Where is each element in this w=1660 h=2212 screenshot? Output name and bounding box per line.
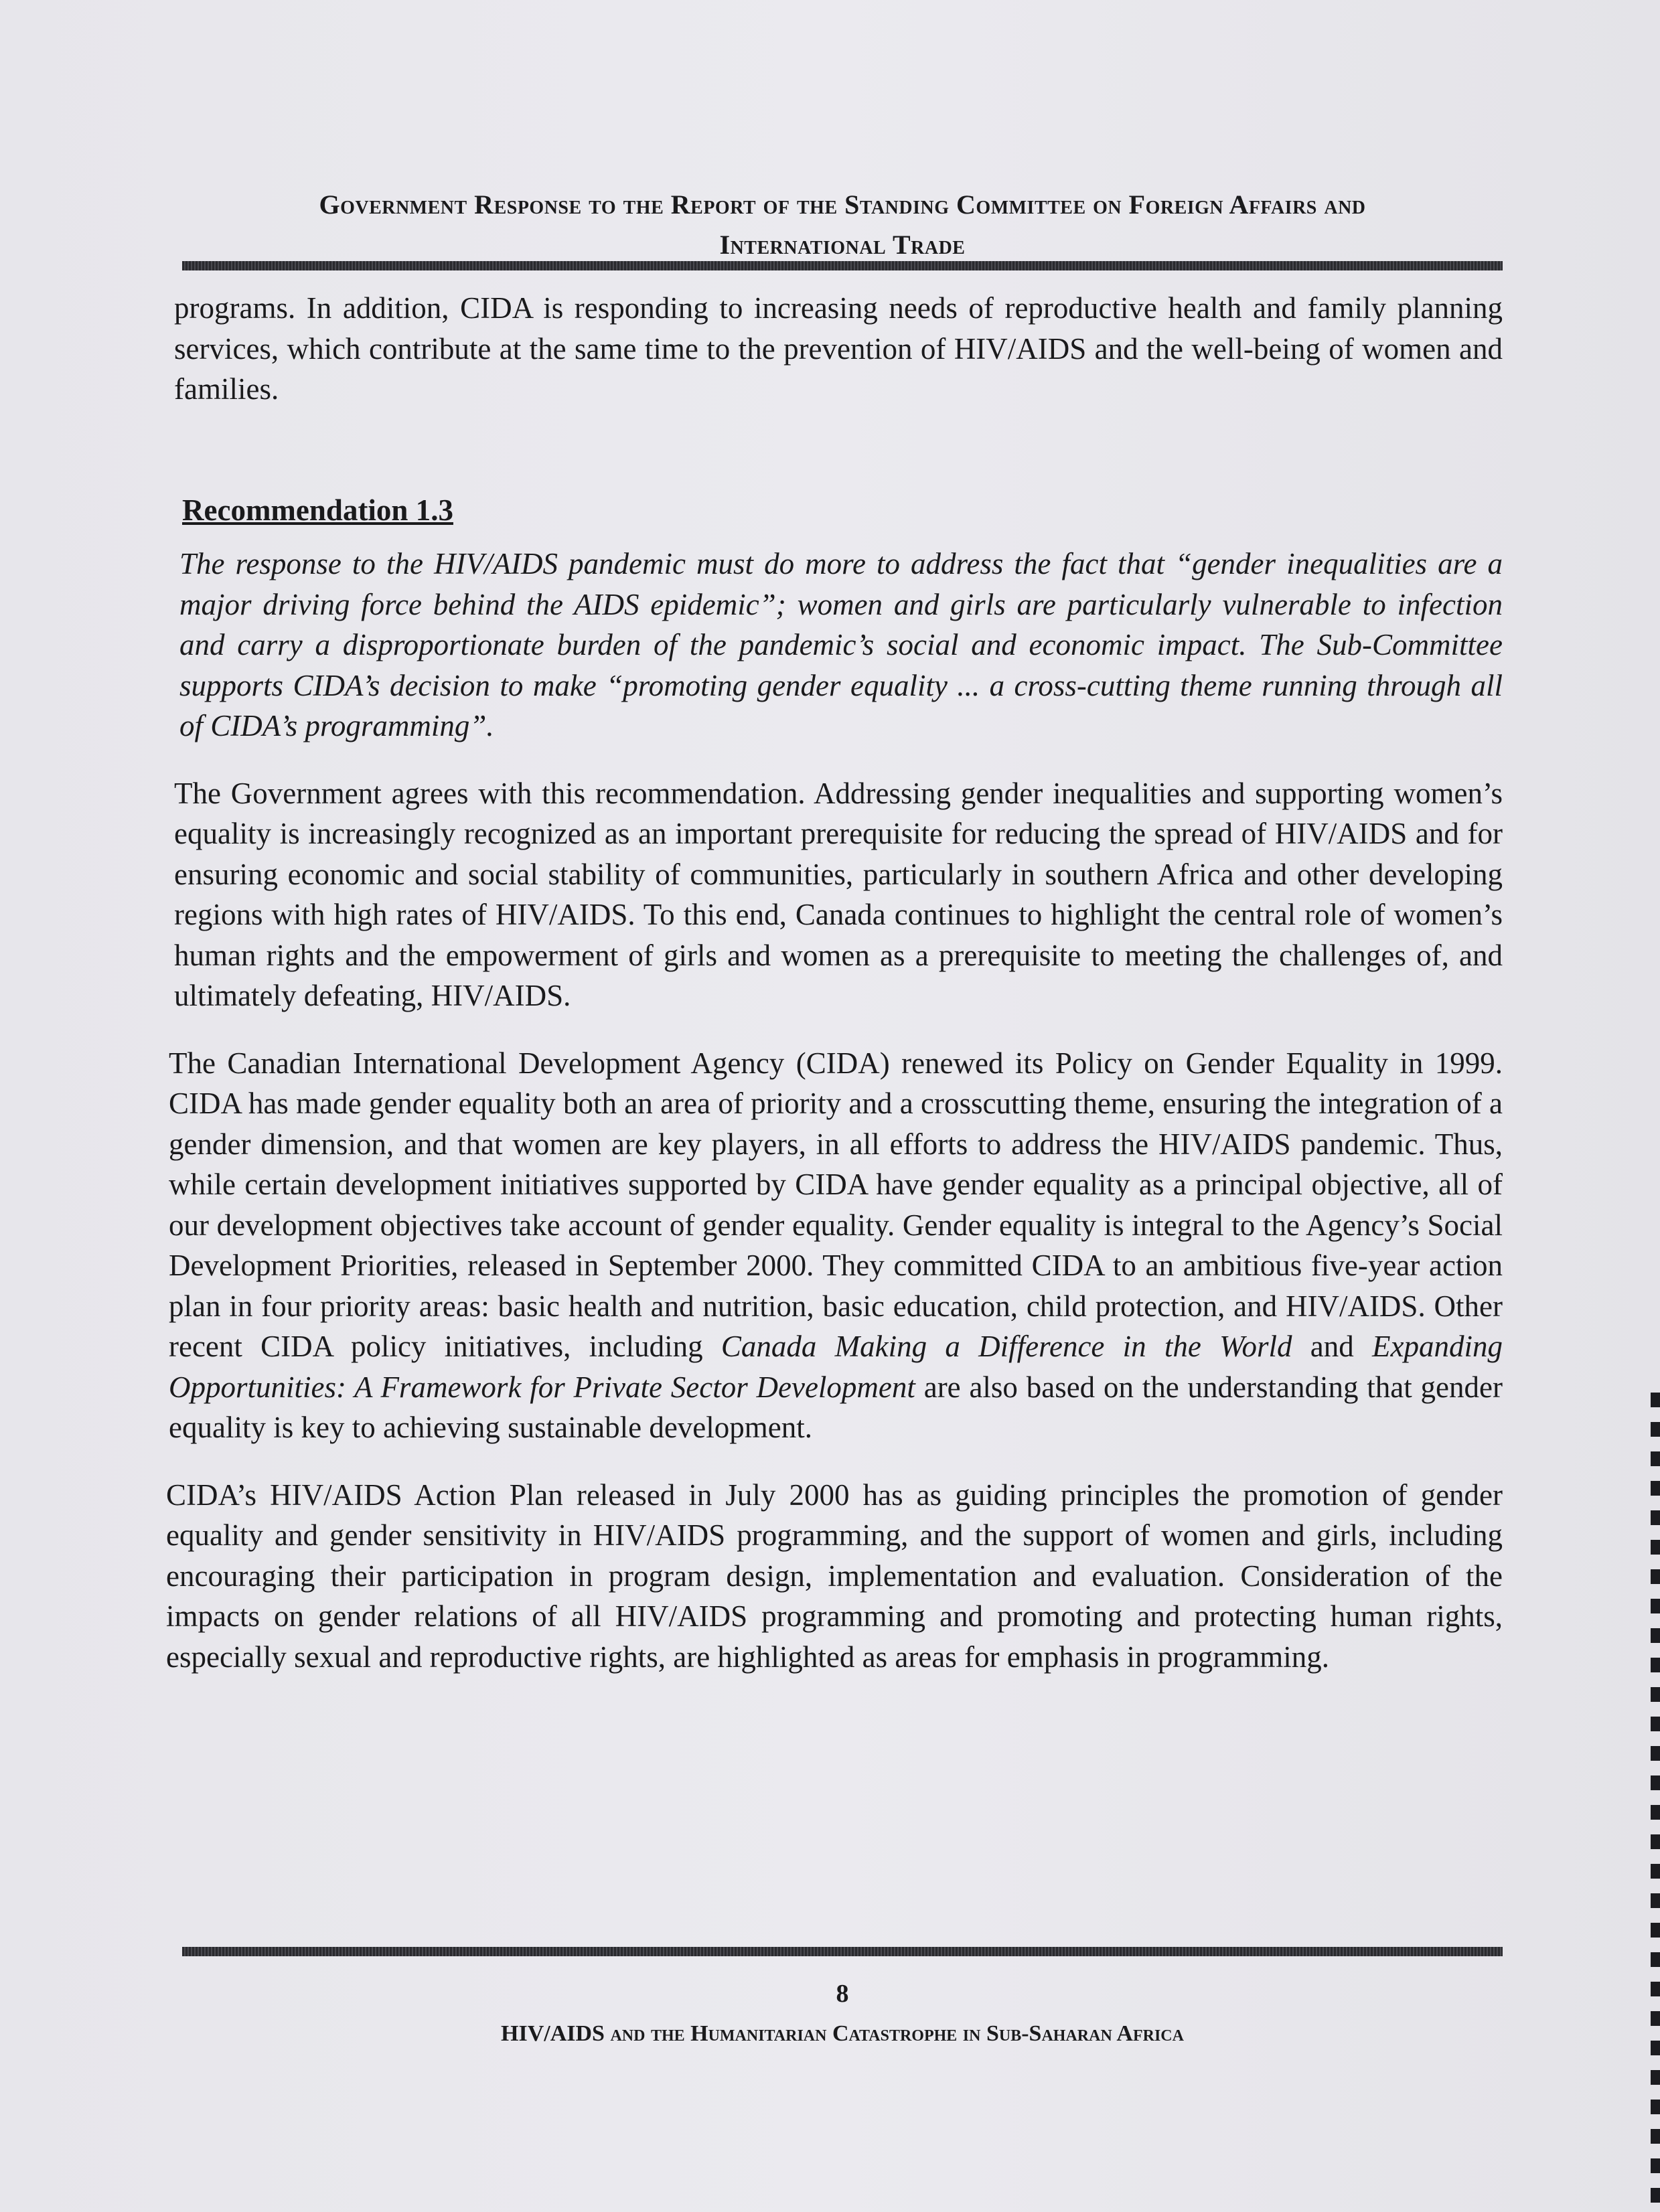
cida-text-and: and xyxy=(1292,1330,1373,1363)
footer-rule xyxy=(182,1947,1503,1956)
body-text xyxy=(166,288,1503,1677)
running-footer xyxy=(182,1974,1503,2054)
paragraph-continuation: programs. In addition, CIDA is responding to increasing needs of reproductive health and family planning services, which contribute at the same time to the prevention of HIV/AIDS and the well-being of women and families. xyxy=(174,291,1503,406)
recommendation-text: The response to the HIV/AIDS pandemic must do more to address the fact that “gender inequalities are a major driving force behind the AIDS epidemic”; women and girls are particularly vulnerable to infection and carry a disproportionate burden of the pandemic’s social and economic impact. The Sub-Committee supports CIDA’s decision to make “promoting gender equality ... a cross-cutting theme running through all of CIDA’s programming”. xyxy=(179,547,1503,742)
cida-title-1: Canada Making a Difference in the World xyxy=(721,1330,1292,1363)
paragraph-action-plan: CIDA’s HIV/AIDS Action Plan released in July 2000 has as guiding principles the promotion of gender equality and gender sensitivity in HIV/AIDS programming, and the support of women and girls, including encouraging their participation in program design, implementation and evaluation. Consideration of the impacts on gender relations of all HIV/AIDS programming and promoting and protecting human rights, especially sexual and reproductive rights, are highlighted as areas for emphasis in programming. xyxy=(166,1478,1503,1674)
header-line-1: Government Response to the Report of the Standing Committee on Foreign Affairs and xyxy=(319,189,1366,220)
footer-title: HIV/AIDS and the Humanitarian Catastrophe in Sub-Saharan Africa xyxy=(501,2021,1184,2046)
paragraph-cida-policy xyxy=(169,1043,1503,1448)
cida-title-2: Expanding Opportunities: A Framework for Private Sector Development xyxy=(169,1330,1503,1404)
spiral-binding xyxy=(1651,1393,1660,2212)
cida-text-a: The Canadian International Development Agency (CIDA) renewed its Policy on Gender Equality in 1999. CIDA has made gender equality both an area of priority and a crosscutting theme, ensuring the integration of a gender dimension, and that women are key players, in all efforts to address the HIV/AIDS pandemic. Thus, while certain development initiatives supported by CIDA have gender equality as a principal objective, all of our development objectives take account of gender equality. Gender equality is integral to the Agency’s Social Development Priorities, released in September 2000. They committed CIDA to an ambitious five-year action plan in four priority areas: basic health and nutrition, basic education, child protection, and HIV/AIDS. Other recent CIDA policy initiatives, including xyxy=(169,1046,1503,1363)
running-header xyxy=(182,185,1503,265)
cida-text-b: are also based on the understanding that gender equality is key to achieving sustainable development. xyxy=(169,1370,1503,1444)
paragraph-government-response: The Government agrees with this recommendation. Addressing gender inequalities and supporting women’s equality is increasingly recognized as an important prerequisite for reducing the spread of HIV/AIDS and for ensuring economic and social stability of communities, particularly in southern Africa and other developing regions with high rates of HIV/AIDS. To this end, Canada continues to highlight the central role of women’s human rights and the empowerment of girls and women as a prerequisite to meeting the challenges of, and ultimately defeating, HIV/AIDS. xyxy=(174,776,1503,1012)
header-rule xyxy=(182,261,1503,270)
recommendation-heading: Recommendation 1.3 xyxy=(182,493,453,527)
header-line-2: International Trade xyxy=(719,230,966,260)
page-number: 8 xyxy=(836,1980,849,2008)
